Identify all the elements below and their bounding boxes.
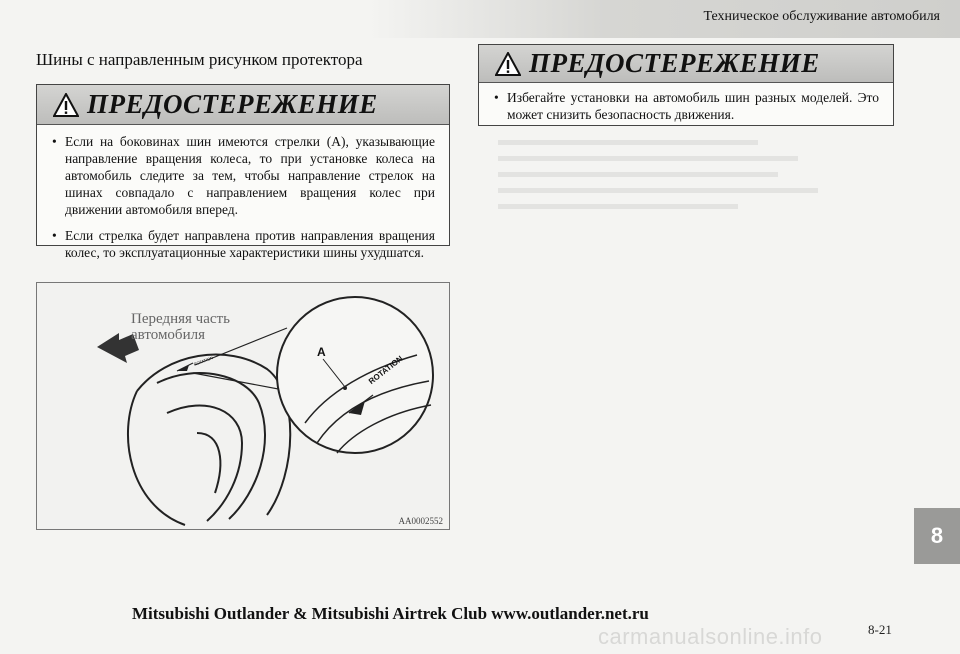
label-line: Передняя часть	[131, 311, 230, 327]
bleed-lines	[478, 132, 898, 242]
marker-a-label: A	[317, 345, 326, 359]
warning-header	[37, 85, 449, 125]
footer-text: Mitsubishi Outlander & Mitsubishi Airtrek Club www.outlander.net.ru	[132, 604, 649, 623]
warning-triangle-icon	[53, 93, 79, 117]
page-header-title: Техническое обслуживание автомобиля	[703, 9, 940, 24]
warning-title: ПРЕДОСТЕРЕЖЕНИЕ	[87, 89, 378, 119]
reverse-page-bleed	[478, 132, 898, 242]
tread-text-small: ROTATION	[193, 355, 214, 367]
figure-code: AA0002552	[398, 516, 443, 526]
tire-figure	[36, 282, 450, 530]
label-line: автомобиля	[131, 327, 205, 343]
warning-box-right	[478, 44, 894, 126]
tire-rotation-mark	[177, 363, 193, 371]
warning-triangle-icon	[495, 52, 521, 76]
magnifier-circle	[277, 297, 433, 453]
warning-box-left	[36, 84, 450, 260]
front-of-vehicle-label	[131, 311, 230, 343]
tire-drawing	[128, 355, 290, 525]
tire-illustration	[37, 283, 449, 529]
marker-dot	[343, 386, 347, 390]
chapter-tab: 8	[914, 508, 960, 564]
warning-header	[479, 45, 893, 83]
warning-item: • Если стрелка будет направлена против направления вращения колес, то эксплуатационные характеристики шины ухудшатся.	[51, 227, 435, 261]
section-title: Шины с направленным рисунком протектора	[36, 50, 363, 69]
warning-title: ПРЕДОСТЕРЕЖЕНИЕ	[529, 48, 820, 78]
page-number: 8-21	[868, 622, 892, 637]
warning-item: • Если на боковинах шин имеются стрелки (A), указывающие направление вращения колеса, то при установке колеса на автомобиль следите за тем, чтобы направление стрелок на шинах совпадало с направлением вращения колес при движении автомобиля вперед.	[51, 133, 435, 218]
tread-text-large: ROTATION	[367, 354, 405, 387]
warning-item: • Избегайте установки на автомобиль шин разных моделей. Это может снизить безопасность движения.	[493, 89, 879, 123]
watermark: carmanualsonline.info	[598, 624, 823, 649]
